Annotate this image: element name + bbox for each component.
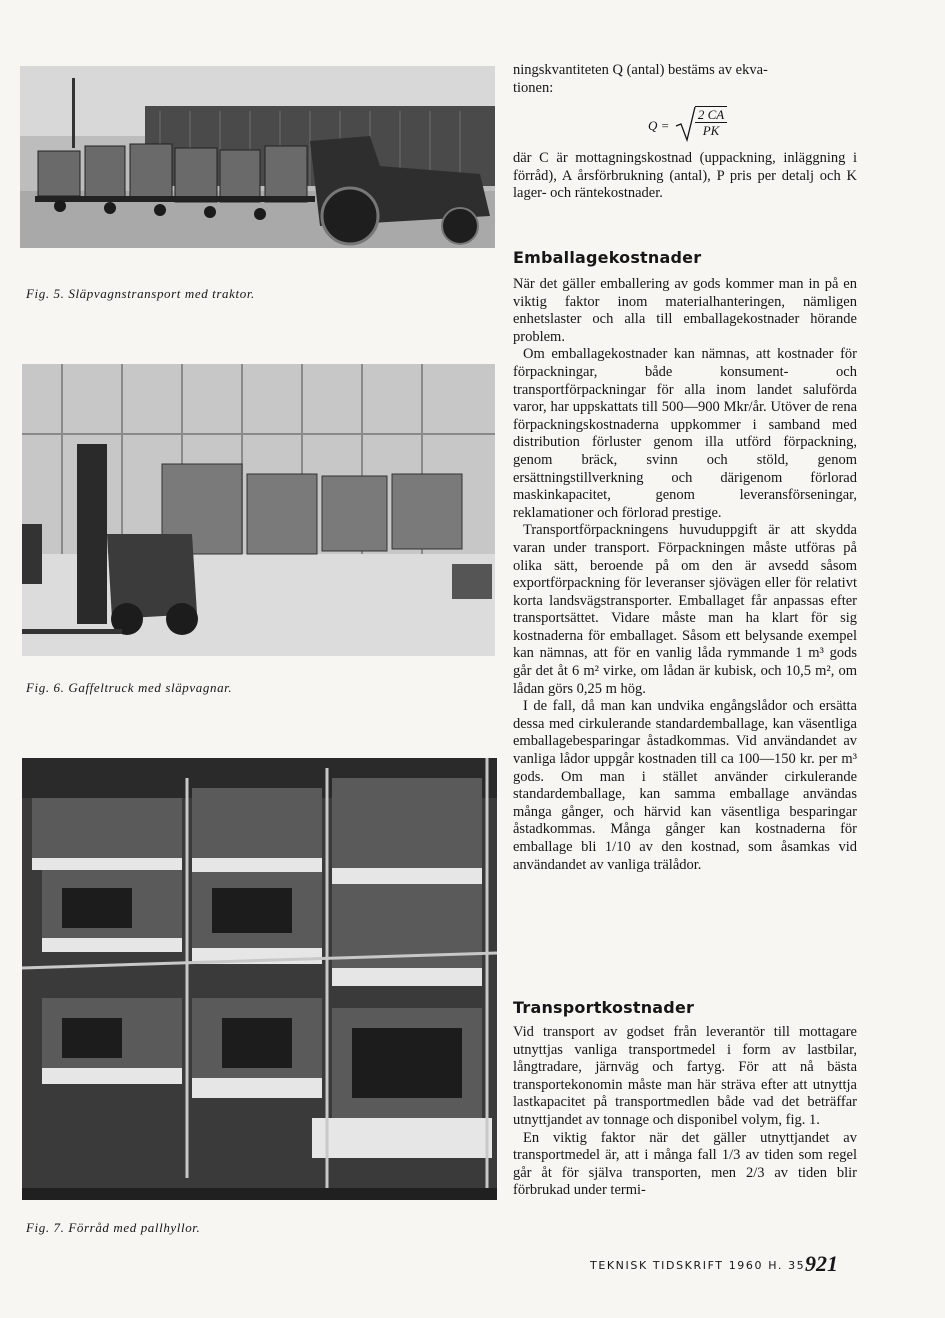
- journal-footer: TEKNISK TIDSKRIFT 1960 H. 35: [590, 1259, 806, 1272]
- intro-line-1: ningskvantiteten Q (antal) bestäms av ekva-: [513, 62, 768, 78]
- formula-denominator: PK: [702, 123, 720, 138]
- section-heading-emballage: Emballagekostnader: [513, 248, 702, 267]
- figure-6-photo: [22, 364, 495, 656]
- section-heading-transport: Transportkostnader: [513, 998, 695, 1017]
- formula-numerator: 2 CA: [695, 107, 727, 123]
- sqrt-sign: [674, 106, 696, 142]
- paragraph: När det gäller emballering av gods kommer man in på en viktig faktor inom materialhanteringen, nämligen enhetslaster och alla till emballagekostnader hörande problem.: [513, 276, 857, 345]
- definition-text: där C är mottagningskostnad (uppackning, inläggning i förråd), A årsförbrukning (antal), P pris per detalj och K lager- och räntekostnader.: [513, 150, 857, 202]
- figure-6-caption: Fig. 6. Gaffeltruck med släpvagnar.: [26, 680, 233, 695]
- figure-7-photo: [22, 758, 497, 1200]
- section-emballage-body: [513, 276, 857, 874]
- figure-7-caption: Fig. 7. Förråd med pallhyllor.: [26, 1220, 201, 1235]
- page-number: 921: [805, 1251, 838, 1276]
- intro-text: [513, 62, 857, 97]
- paragraph: I de fall, då man kan undvika engångslådor och ersätta dessa med cirkulerande standardemballage, kan väsentliga emballagebesparingar åstadkommas. Vid användandet av vanliga lådor uppgår kostnaden till ca 100—150 kr. per m³ gods. Om man i stället använder cirkulerande standardemballage, kan samma emballage användas många gånger, och härvid kan väsentliga besparingar åstadkommas. Många gånger kan kostnaderna för emballage bli 1/10 av den kostnad, som åsamkas vid användandet av vanliga trälådor.: [513, 698, 857, 873]
- paragraph: Vid transport av godset från leverantör till mottagare utnyttjas vanliga transportmedel i form av lastbilar, långtradare, järnväg och fartyg. För att nå bästa transportekonomin måste man här sträva efter att utnyttja lastkapacitet på transportmedlen både vad det beträffar utnyttjandet av tonnage och disponibel volym, fig. 1.: [513, 1024, 857, 1128]
- figure-5-photo: [20, 66, 495, 248]
- figure-5-caption: Fig. 5. Släpvagnstransport med traktor.: [26, 286, 255, 301]
- paragraph: Transportförpackningens huvuduppgift är att skydda varan under transport. Förpackningen måste utföras på olika sätt, beroende på om den är avsedd såsom exportförpackning för leveranser sjövägen eller för relativt korta landsvägstransporter. Emballaget får anpassas efter transportsättet. Vidare måste man ha klart för sig kostnaderna för emballaget. Såsom ett belysande exempel kan nämnas, att för en vanlig låda rymmande 1 m³ gods går det åt 6 m² virke, om lådan är kubisk, och 10,5 m², om lådan görs 0,25 m hög.: [513, 522, 857, 697]
- paragraph: Om emballagekostnader kan nämnas, att kostnader för förpackningar, både konsument- och transportförpackningar för alla inom landet saluförda varor, har uppskattats till 500—900 Mkr/år. Utöver de rena förpackningskostnaderna uppkommer i samband med distribution förluster genom illa utförd förpackning, genom bräck, svinn och stöld, genom ersättningstillverkning och därigenom förlorad maskinkapacitet, genom leveransförseningar, reklamationer och förlorad prestige.: [513, 346, 857, 521]
- paragraph: En viktig faktor när det gäller utnyttjandet av transportmedel är, att i många fall 1/3 av tiden som regel går åt för själva transporten, men 2/3 av tiden blir förbrukad under termi-: [513, 1129, 857, 1199]
- formula-lhs: Q =: [648, 118, 670, 133]
- section-transport-body: [513, 1024, 857, 1200]
- intro-line-2: tionen:: [513, 79, 554, 96]
